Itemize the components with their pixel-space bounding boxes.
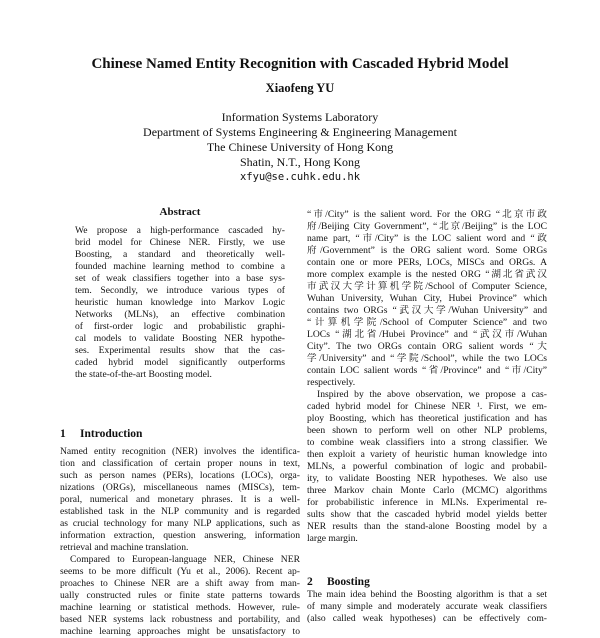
text-line: Inspired by the above observation, we propose a cas-: [317, 389, 547, 400]
text-line: such as person names (PERs), locations (LOCs), orga-: [60, 470, 300, 481]
paper-author: Xiaofeng YU: [265, 81, 335, 95]
text-line: The main idea behind the Boosting algorithm is that a set: [307, 589, 547, 600]
text-line: of many simple and moderately accurate weak classifiers: [307, 601, 547, 612]
text-line: City”. The two ORGs contain ORG salient words “大: [307, 341, 547, 352]
text-line: poral, numerical and monetary phrases. It is a well-: [60, 494, 300, 505]
text-line: of first-order logic and probabilistic graphi-: [75, 321, 285, 332]
text-line: seems to be more difficult (Yu et al., 2006). Recent ap-: [60, 566, 300, 577]
text-line: 府/Beijing City Government”, “北京/Beijing” is the LOC: [307, 221, 547, 232]
text-line: Named entity recognition (NER) involves the identifica-: [60, 446, 300, 457]
section-2-heading: [307, 575, 370, 589]
abstract-body: [75, 225, 285, 381]
text-line: cal models to validate Boosting NER hypothe-: [75, 333, 285, 344]
text-line: brid model for Chinese NER. Firstly, we use: [75, 237, 285, 248]
text-line: name part, “市/City” is the LOC salient word and “政: [307, 233, 547, 244]
text-line: respectively.: [307, 377, 356, 388]
text-line: been shown to perform well on other NLP problems,: [307, 425, 547, 436]
section-1-heading: [60, 427, 142, 441]
text-line: sults show that the cascaded hybrid model yields better: [307, 509, 547, 520]
affiliation-line: Information Systems Laboratory: [221, 110, 379, 124]
text-line: (also called weak hypotheses) can be effectively com-: [307, 613, 547, 624]
text-line: Networks (MLNs), an effective combination: [75, 309, 285, 320]
text-line: MLNs, a powerful combination of logic and probabil-: [307, 461, 547, 472]
text-line: nizations (ORGs), miscellaneous names (MISCs), tem-: [60, 482, 300, 493]
affiliation-line: Shatin, N.T., Hong Kong: [239, 155, 361, 169]
text-line: ity, to validate Boosting NER hypotheses. We also use: [307, 473, 547, 484]
text-line: We propose a high-performance cascaded hy-: [75, 225, 285, 236]
text-line: heuristic human knowledge into Markov Logic: [75, 297, 285, 308]
right-column-body: [307, 209, 547, 545]
text-line: as crucial technology for many NLP applications, such as: [60, 518, 300, 529]
text-line: ploy Boosting, which has theoretical justification and has: [307, 413, 547, 424]
section-number: 2: [307, 576, 313, 588]
text-line: LOCs “湖北省/Hubei Province” and “武汉市/Wuhan: [307, 329, 547, 340]
text-line: caded hybrid model for Chinese NER ¹. First, we em-: [307, 401, 547, 412]
text-line: Boosting, a standard and theoretically well-: [75, 249, 285, 260]
section-title: Boosting: [327, 576, 370, 588]
text-line: to combine weak classifiers into a strong classifier. We: [307, 437, 547, 448]
text-line: the state-of-the-art Boosting model.: [75, 369, 212, 380]
section-number: 1: [60, 428, 66, 440]
section-title: Introduction: [80, 428, 143, 440]
text-line: “市/City” is the salient word. For the ORG “北京市政: [307, 209, 547, 220]
text-line: tem. Secondly, we introduce various types of: [75, 285, 285, 296]
introduction-body: [60, 446, 300, 638]
text-line: for probabilistic inference in MLNs. Experimental re-: [307, 497, 547, 508]
text-line: 学/University” and “学院/School”, while the two LOCs: [307, 353, 547, 364]
text-line: contain one or more PERs, LOCs, MISCs and ORGs. A: [307, 257, 547, 268]
boosting-body: [307, 589, 547, 625]
text-line: 府/Government” is the ORG salient word. Some ORGs: [307, 245, 547, 256]
affiliation-line: Department of Systems Engineering & Engineering Management: [143, 125, 457, 139]
text-line: ses. Experimental results show that the cas-: [75, 345, 285, 356]
text-line: tion and classification of certain proper nouns in text,: [60, 458, 300, 469]
text-line: caded hybrid model significantly outperforms: [75, 357, 285, 368]
text-line: set of weak classifiers together into a base sys-: [75, 273, 285, 284]
text-line: machine learning approaches might be unsatisfactory to: [60, 626, 300, 637]
text-line: then exploit a variety of heuristic human knowledge into: [307, 449, 547, 460]
affiliation-line: The Chinese University of Hong Kong: [206, 140, 394, 154]
text-line: Wuhan University, Wuhan City, Hubei Province” which: [307, 293, 547, 304]
text-line: “计算机学院/School of Computer Science” and two: [307, 317, 547, 328]
text-line: three Markov chain Monte Carlo (MCMC) algorithms: [307, 485, 547, 496]
text-line: based NER systems lack robustness and portability, and: [60, 614, 300, 625]
text-line: NER results than the stand-alone Boosting model by a: [307, 521, 547, 532]
text-line: Compared to European-language NER, Chinese NER: [70, 554, 300, 565]
author-email[interactable]: xfyu@se.cuhk.edu.hk: [239, 171, 361, 183]
text-line: 市武汉大学计算机学院/School of Computer Science,: [307, 281, 547, 292]
text-line: more complex example is the nested ORG “湖北省武汉: [307, 269, 547, 280]
text-line: retrieval and machine translation.: [60, 542, 189, 553]
text-line: proaches to Chinese NER are a shift away from man-: [60, 578, 300, 589]
text-line: established task in the NLP community and is regarded: [60, 506, 300, 517]
text-line: large margin.: [307, 533, 358, 544]
text-line: information extraction, question answering, information: [60, 530, 300, 541]
author-affiliation: [0, 110, 600, 185]
text-line: ually constructed rules or finite state patterns towards: [60, 590, 300, 601]
abstract-heading: Abstract: [159, 206, 201, 218]
text-line: founded machine learning method to combine a: [75, 261, 285, 272]
text-line: contain LOC salient words “省/Province” and “市/City”: [307, 365, 547, 376]
text-line: contains two ORGs “武汉大学/Wuhan University” and: [307, 305, 547, 316]
paper-title: Chinese Named Entity Recognition with Cascaded Hybrid Model: [91, 56, 509, 72]
text-line: machine learning or statistical methods. However, rule-: [60, 602, 300, 613]
